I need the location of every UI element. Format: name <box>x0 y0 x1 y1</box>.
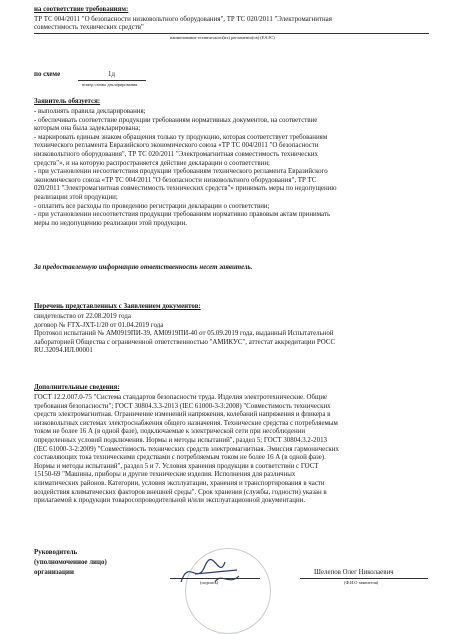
obligation-line: которым она была задекларирована; <box>34 125 141 133</box>
obligation-line: средств"», и на которую распространяется действие декларации о соответствии; <box>34 159 270 167</box>
responsibility-note: За предоставленную информацию ответственность несет заявитель. <box>34 264 253 271</box>
standards-caption: наименование технического(их) регламента(ов) (ЕАЭС) <box>170 35 275 40</box>
additional-line: воздействия климатических факторов внешней среды". Срок хранения (службы, годности) указан в <box>34 488 327 496</box>
handwritten-signature <box>175 552 245 592</box>
additional-line: климатических районов. Категории, условия эксплуатации, хранения и транспортирования в части <box>34 479 325 487</box>
documents-heading: Перечень представленных с Заявлением документов: <box>34 303 201 310</box>
obligation-line: - при установлении несоответствия продукции требованиям нормативно правовым актам принимать <box>34 211 331 219</box>
standards-line-2: совместимость технических средств" <box>34 24 144 31</box>
obligations-heading: Заявитель обязуется: <box>34 98 101 105</box>
standards-underline <box>34 33 429 34</box>
standards-line-1: ТР ТС 004/2011 "О безопасности низковольтного оборудования", ТР ТС 020/2011 "Электромагнитная <box>34 16 332 23</box>
additional-line: 15150-69 "Машины, приборы и другие технические изделия. Исполнения для различных <box>34 471 296 479</box>
obligation-line: низковольтного оборудования", ТР ТС 020/2011 "Электромагнитная совместимость технических <box>34 150 318 158</box>
obligation-line: - обеспечивать соответствие продукции требованиям нормативных документов, на соответствие <box>34 116 318 124</box>
document-line: свидетельство от 22.08.2019 года <box>34 313 131 320</box>
additional-list <box>34 394 339 506</box>
additional-line: ГОСТ 12.2.007.0-75 "Система стандартов безопасности труда. Изделия электротехнические. Общие <box>34 394 328 401</box>
signatory-role-line-1: Руководитель <box>34 549 78 556</box>
signature-caption: (подпись) <box>200 580 219 585</box>
obligation-line: 020/2011 "Электромагнитная совместимость технических средств"» принимать меры по недопущению <box>34 185 337 193</box>
signature-underline <box>170 578 260 579</box>
additional-line: (IEC 61000-3-2:2009) "Совместимость технических средств электромагнитная. Эмиссия гармонических <box>34 445 339 453</box>
obligation-line: экономического союза «ТР ТС 004/2011 "О безопасности низковольтного оборудования", ТР ТС <box>34 176 317 184</box>
obligation-line: - выполнять правила декларирования; <box>34 108 146 115</box>
additional-line: низковольтных системах электроснабжения общего назначения. Технические средства с потребляемым <box>34 419 338 427</box>
obligation-line: - при установлении несоответствия продукции требованиям технического регламента Евразийского <box>34 168 328 176</box>
additional-line: средств электромагнитная. Ограничение изменений напряжения, колебаний напряжения и фликера в <box>34 411 331 419</box>
additional-line: прилагаемой к продукции товаросопроводительной и/или эксплуатационной документации. <box>34 497 306 505</box>
documents-list <box>34 313 335 356</box>
scheme-underline <box>78 80 146 81</box>
obligation-line: технического регламента Евразийского экономического союза «ТР ТС 004/2011 "О безопасности <box>34 142 319 150</box>
document-line: лабораторией Общества с ограниченной ответственностью "АМИКУС", аттестат аккредитации РОСС <box>34 338 336 346</box>
obligation-line: - маркировать единым знаком обращения только ту продукцию, которая соответствует требованиям <box>34 133 328 141</box>
additional-line: определенных условий подключения. Нормы и методы испытаний", раздел 5; ГОСТ 30804.3.2-2013 <box>34 436 327 444</box>
signatory-role-line-2: (уполномоченное лицо) <box>34 559 107 566</box>
additional-line: Нормы и методы испытаний", раздел 5 и 7. Условия хранения продукции в соответствии с ГОСТ <box>34 462 319 470</box>
scheme-caption: номер схемы декларирования <box>82 82 138 87</box>
obligation-line: - оплатить все расходы по проведению регистрации декларации о соответствии; <box>34 202 270 210</box>
scheme-value: 1д <box>108 71 115 78</box>
signatory-name: Шелепов Олег Николаевич <box>314 569 394 576</box>
additional-heading: Дополнительные сведения: <box>34 384 120 391</box>
name-underline <box>300 578 428 579</box>
compliance-heading: на соответствие требованиям: <box>34 6 129 13</box>
scheme-label: по схеме <box>34 71 61 78</box>
document-line: Протокол испытаний № АМ0919ПИ-39, АМ0919ПИ-40 от 05.09.2019 года, выданный Испытательной <box>34 330 334 338</box>
document-line: RU.32094.ИЛ.00001 <box>34 347 93 355</box>
document-line: договор № FTX-JXT-1/20 от 01.04.2019 года <box>34 321 164 329</box>
additional-line: требования безопасности"; ГОСТ 30804.3.3-2013 (IEC 61000-3-3:2008) "Совместимость технических <box>34 402 331 410</box>
obligation-line: реализации этой продукции; <box>34 193 118 201</box>
additional-line: током не более 16 А (в одной фазе), подключаемые к электрической сети при несоблюдении <box>34 428 306 436</box>
signatory-role-line-3: организации <box>34 569 74 576</box>
name-caption: (Ф.И.О заявителя) <box>344 580 379 585</box>
obligation-line: меры по недопущению реализации этой продукции. <box>34 219 188 227</box>
additional-line: составляющих тока техническими средствами с потребляемым током не более 16 А (в одной фазе). <box>34 454 326 462</box>
obligations-list <box>34 108 337 228</box>
